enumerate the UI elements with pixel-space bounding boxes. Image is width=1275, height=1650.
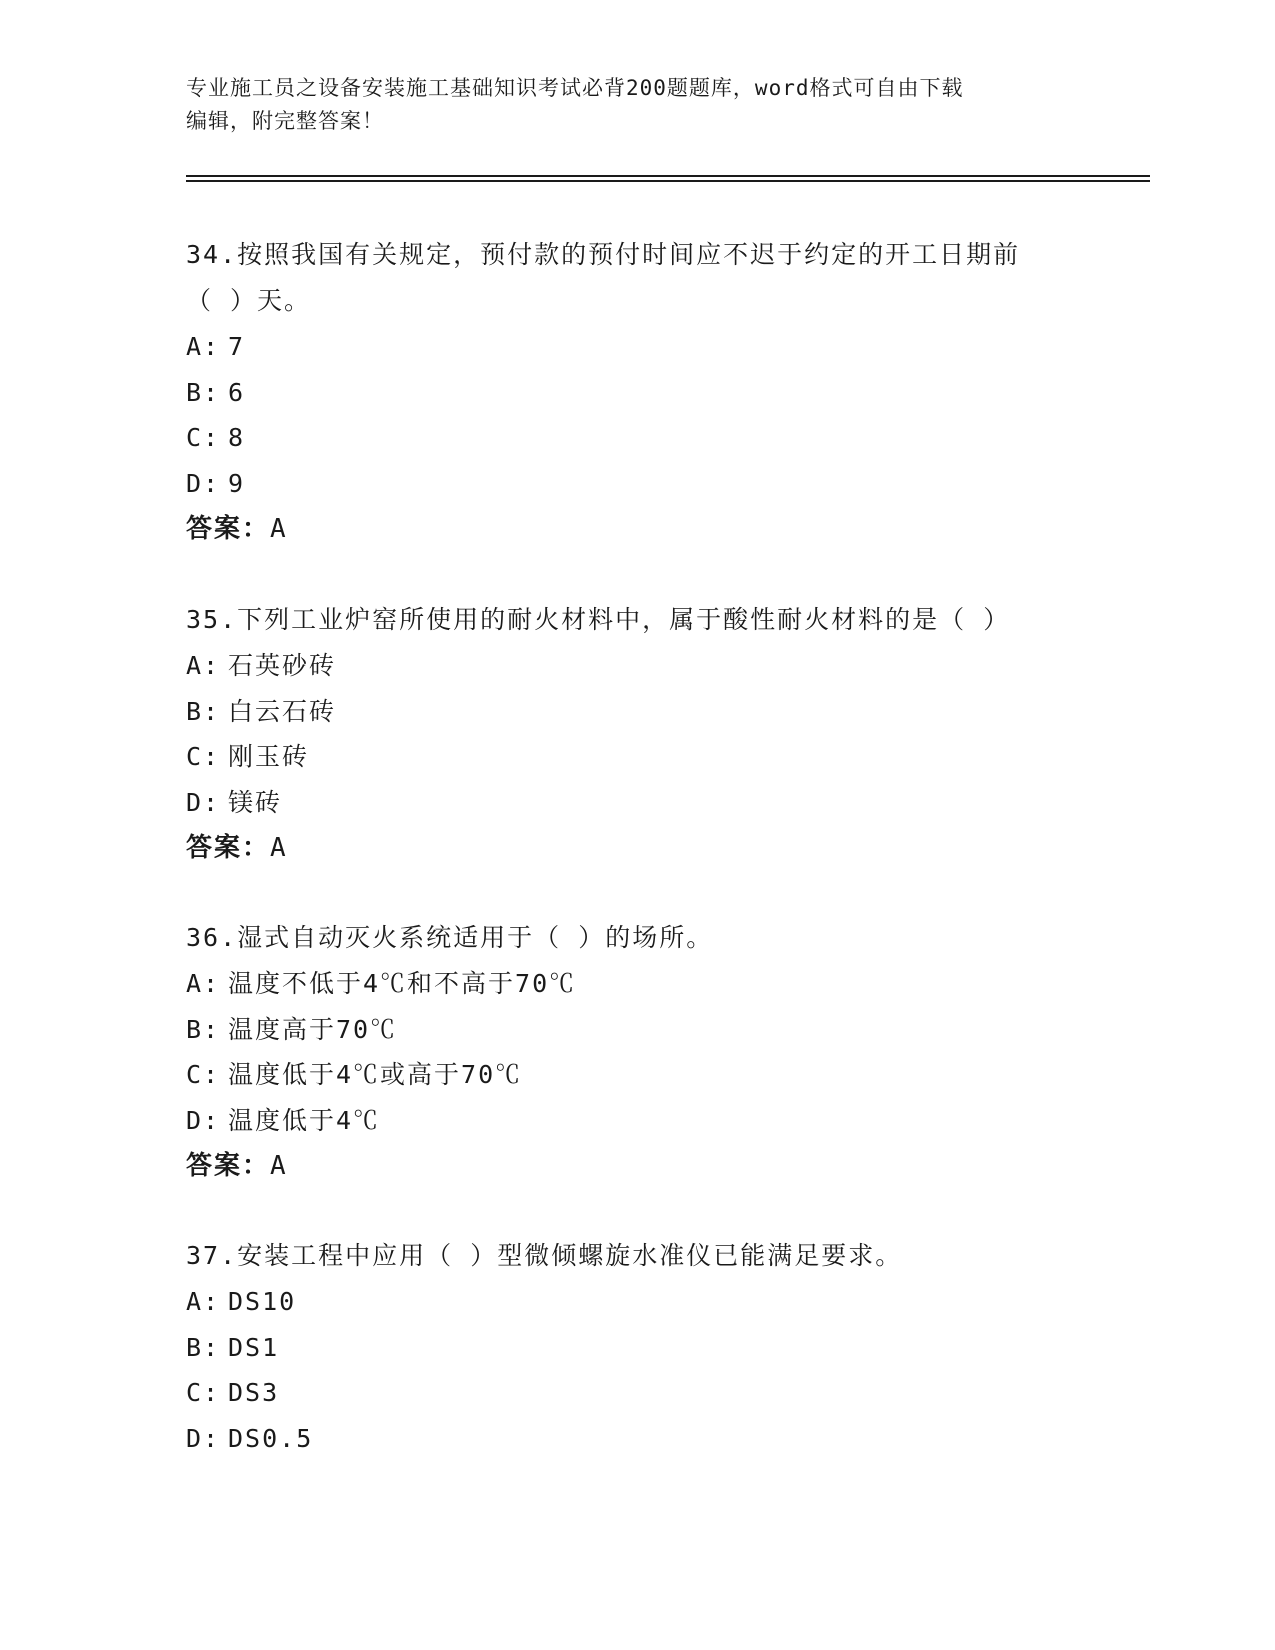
option-d — [186, 1098, 1086, 1144]
option-c — [186, 415, 1086, 461]
option-letter: D: — [186, 787, 221, 817]
option-text: DS1 — [228, 1332, 280, 1362]
option-text: 温度低于4℃ — [228, 1105, 381, 1135]
option-letter: A: — [186, 332, 221, 361]
header-divider-line-double — [186, 180, 1150, 182]
option-letter: A: — [186, 651, 221, 680]
option-letter: B: — [186, 1014, 221, 1044]
question-34 — [186, 232, 1086, 552]
option-c — [186, 734, 1086, 780]
option-letter: A: — [186, 1287, 221, 1316]
option-text: 镁砖 — [228, 787, 283, 817]
answer-label: 答案： — [186, 1151, 271, 1181]
option-text: 刚玉砖 — [228, 742, 310, 771]
option-b — [186, 370, 1086, 416]
answer-label: 答案： — [186, 514, 271, 544]
option-c — [186, 1370, 1086, 1416]
answer-label: 答案： — [186, 833, 271, 863]
document-header: 专业施工员之设备安装施工基础知识考试必背200题题库，word格式可自由下载 编辑，附完整答案！ — [186, 76, 964, 133]
option-text: 温度不低于4℃和不高于70℃ — [228, 969, 577, 998]
option-text: 8 — [228, 423, 246, 452]
option-b — [186, 689, 1086, 735]
answer-value: A — [270, 514, 288, 544]
option-text: 6 — [228, 377, 246, 407]
answer-line — [186, 825, 1086, 871]
answer-value: A — [270, 1151, 288, 1181]
option-a — [186, 1279, 1086, 1325]
question-36 — [186, 915, 1086, 1189]
answer-value: A — [270, 833, 288, 863]
option-text: DS3 — [228, 1378, 280, 1407]
option-letter: D: — [186, 1105, 221, 1135]
question-stem: 37.安装工程中应用（ ）型微倾螺旋水准仪已能满足要求。 — [186, 1241, 903, 1270]
answer-line — [186, 506, 1086, 552]
option-a — [186, 324, 1086, 370]
option-a — [186, 961, 1086, 1007]
option-letter: B: — [186, 377, 221, 407]
answer-line — [186, 1143, 1086, 1189]
option-letter: C: — [186, 423, 221, 452]
option-d — [186, 1416, 1086, 1462]
option-text: 9 — [228, 468, 246, 498]
option-b — [186, 1007, 1086, 1053]
option-text: 温度高于70℃ — [228, 1014, 398, 1044]
option-d — [186, 780, 1086, 826]
question-stem: 35.下列工业炉窑所使用的耐火材料中，属于酸性耐火材料的是（ ） — [186, 605, 1011, 634]
option-letter: C: — [186, 1060, 221, 1089]
option-letter: A: — [186, 969, 221, 998]
option-text: 石英砂砖 — [228, 651, 337, 680]
option-letter: C: — [186, 1378, 221, 1407]
option-text: 7 — [228, 332, 246, 361]
option-text: 温度低于4℃或高于70℃ — [228, 1060, 523, 1089]
option-a — [186, 643, 1086, 689]
option-letter: B: — [186, 696, 221, 726]
question-stem: 36.湿式自动灭火系统适用于（ ）的场所。 — [186, 923, 714, 952]
option-letter: C: — [186, 742, 221, 771]
question-37 — [186, 1233, 1086, 1461]
option-text: DS10 — [228, 1287, 297, 1316]
option-c — [186, 1052, 1086, 1098]
option-text: DS0.5 — [228, 1423, 314, 1453]
option-b — [186, 1325, 1086, 1371]
option-text: 白云石砖 — [228, 696, 337, 726]
question-35 — [186, 597, 1086, 871]
option-letter: D: — [186, 468, 221, 498]
option-letter: D: — [186, 1423, 221, 1453]
header-divider-line — [186, 175, 1150, 177]
option-d — [186, 461, 1086, 507]
question-stem: 34.按照我国有关规定，预付款的预付时间应不迟于约定的开工日期前 （ ）天。 — [186, 240, 1021, 315]
option-letter: B: — [186, 1332, 221, 1362]
